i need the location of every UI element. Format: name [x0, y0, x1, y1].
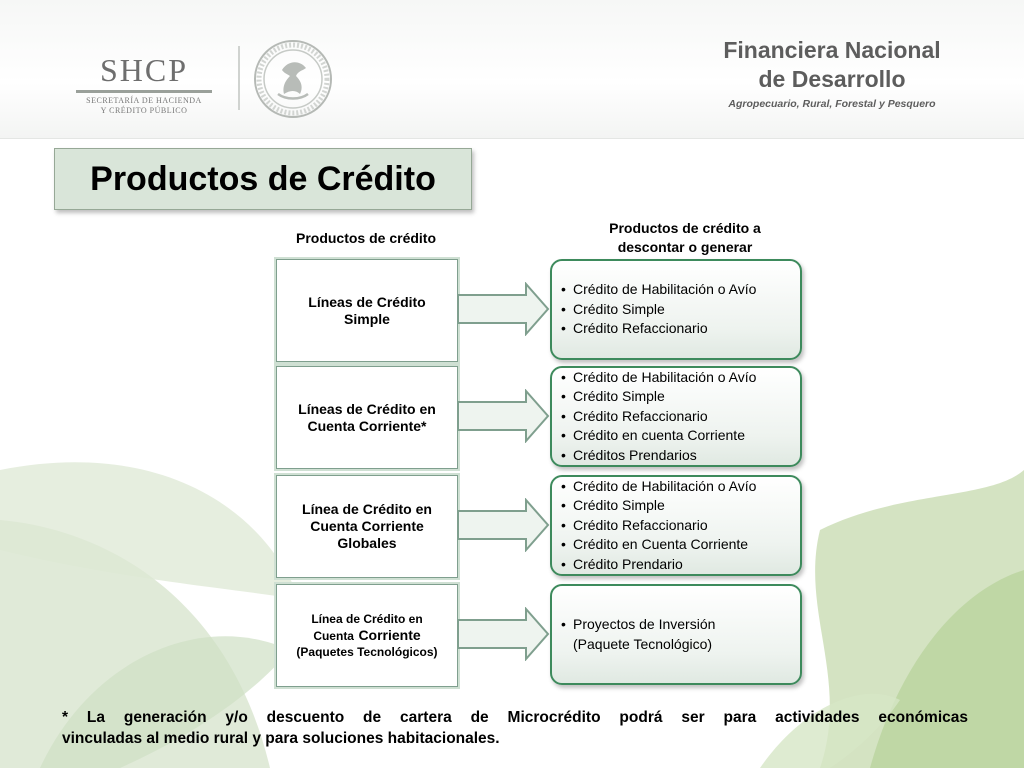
slide-title: Productos de Crédito — [54, 148, 472, 210]
shcp-logo-text: SHCP — [99, 52, 189, 88]
logo-divider — [238, 46, 240, 110]
product-box-3 — [276, 475, 458, 578]
option-box-3 — [550, 475, 802, 576]
option-list-4 — [552, 615, 753, 654]
shcp-subtitle-line-2: Y CRÉDITO PÚBLICO — [100, 106, 188, 115]
footnote-line-2: vinculadas al medio rural y para soluciones habitacionales. — [62, 730, 500, 747]
option-item: • Crédito en cuenta Corriente — [561, 426, 756, 445]
arrow-right-icon — [456, 607, 550, 661]
option-item: • Proyectos de Inversión (Paquete Tecnológico) — [561, 615, 753, 654]
shcp-logo-rule — [76, 90, 212, 93]
column-header-discount-line-1: Productos de crédito a — [609, 220, 761, 236]
arrow-right-icon — [456, 282, 550, 336]
product-label-4-line-3: (Paquetes Tecnológicos) — [296, 645, 438, 659]
option-box-1 — [550, 259, 802, 360]
option-box-4 — [550, 584, 802, 685]
option-item: • Crédito Simple — [561, 387, 756, 406]
product-label-4-line-2: Cuenta Corriente — [313, 627, 421, 643]
column-header-products: Productos de crédito — [295, 230, 437, 246]
option-box-2 — [550, 366, 802, 467]
fnd-title-line-1: Financiera Nacional — [723, 37, 941, 63]
option-item: • Crédito de Habilitación o Avío — [561, 477, 756, 496]
shcp-subtitle-line-1: SECRETARÍA DE HACIENDA — [86, 96, 202, 105]
fnd-subtitle: Agropecuario, Rural, Forestal y Pesquero — [728, 98, 936, 110]
option-item: • Crédito Prendario — [561, 555, 756, 574]
product-box-2 — [276, 366, 458, 469]
option-list-1 — [552, 280, 756, 338]
product-box-4 — [276, 584, 458, 687]
product-label-4-line-1: Línea de Crédito en — [311, 612, 423, 626]
fnd-title-line-2: de Desarrollo — [758, 66, 906, 92]
option-item: • Crédito Simple — [561, 300, 756, 319]
product-label-3: Línea de Crédito en Cuenta Corriente Globales — [302, 501, 432, 551]
footnote-line-1: * La generación y/o descuento de cartera de Microcrédito podrá ser para actividades económicas — [62, 709, 968, 726]
option-item: • Crédito Refaccionario — [561, 319, 756, 338]
option-item: • Crédito de Habilitación o Avío — [561, 368, 756, 387]
shcp-logo — [70, 52, 218, 116]
option-item: • Crédito de Habilitación o Avío — [561, 280, 756, 299]
product-label-4 — [296, 611, 437, 660]
national-seal-icon — [252, 38, 334, 120]
column-header-discount — [560, 219, 810, 257]
option-item: • Crédito en Cuenta Corriente — [561, 535, 756, 554]
product-label-1: Líneas de Crédito Simple — [308, 293, 426, 327]
option-list-2 — [552, 368, 756, 465]
option-item: • Créditos Prendarios — [561, 446, 756, 465]
arrow-right-icon — [456, 389, 550, 443]
product-box-1 — [276, 259, 458, 362]
column-header-discount-line-2: descontar o generar — [617, 239, 753, 255]
arrow-right-icon — [456, 498, 550, 552]
product-label-2: Líneas de Crédito en Cuenta Corriente* — [298, 400, 436, 434]
option-item: • Crédito Simple — [561, 496, 756, 515]
fnd-logo — [700, 36, 964, 110]
option-item: • Crédito Refaccionario — [561, 407, 756, 426]
option-list-3 — [552, 477, 756, 574]
option-item: • Crédito Refaccionario — [561, 516, 756, 535]
